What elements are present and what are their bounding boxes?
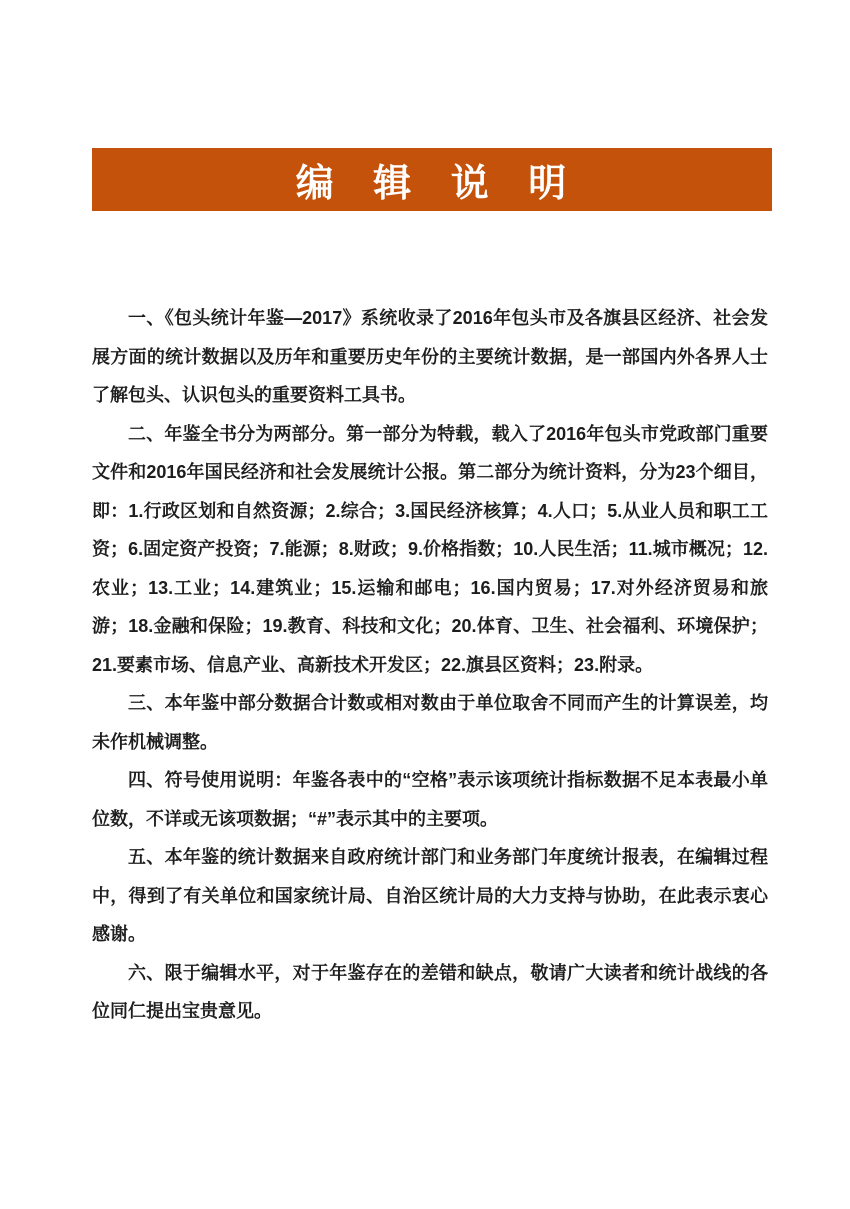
paragraph-4: 四、符号使用说明：年鉴各表中的“空格”表示该项统计指标数据不足本表最小单位数，不详或无该项数据；“#”表示其中的主要项。	[92, 770, 768, 829]
paragraph-5: 五、本年鉴的统计数据来自政府统计部门和业务部门年度统计报表，在编辑过程中，得到了有关单位和国家统计局、自治区统计局的大力支持与协助，在此表示衷心感谢。	[92, 847, 768, 944]
paragraph-1: 一、《包头统计年鉴—2017》系统收录了2016年包头市及各旗县区经济、社会发展方面的统计数据以及历年和重要历史年份的主要统计数据，是一部国内外各界人士了解包头、认识包头的重要资料工具书。	[92, 308, 768, 405]
paragraph-3: 三、本年鉴中部分数据合计数或相对数由于单位取舍不同而产生的计算误差，均未作机械调整。	[92, 693, 768, 752]
paragraph-2: 二、年鉴全书分为两部分。第一部分为特载，载入了2016年包头市党政部门重要文件和2016年国民经济和社会发展统计公报。第二部分为统计资料，分为23个细目，即：1.行政区划和自然资源；2.综合；3.国民经济核算；4.人口；5.从业人员和职工工资；6.固定资产投资；7.能源；8.财政；9.价格指数；10.人民生活；11.城市概况；12.农业；13.工业；14.建筑业；15.运输和邮电；16.国内贸易；17.对外经济贸易和旅游；18.金融和保险；19.教育、科技和文化；20.体育、卫生、社会福利、环境保护；21.要素市场、信息产业、高新技术开发区；22.旗县区资料；23.附录。	[92, 423, 768, 675]
paragraph-6: 六、限于编辑水平，对于年鉴存在的差错和缺点，敬请广大读者和统计战线的各位同仁提出宝贵意见。	[92, 962, 768, 1021]
editorial-notes	[92, 299, 768, 1031]
page-title: 编 辑 说 明	[295, 163, 569, 205]
title-banner	[92, 148, 772, 211]
